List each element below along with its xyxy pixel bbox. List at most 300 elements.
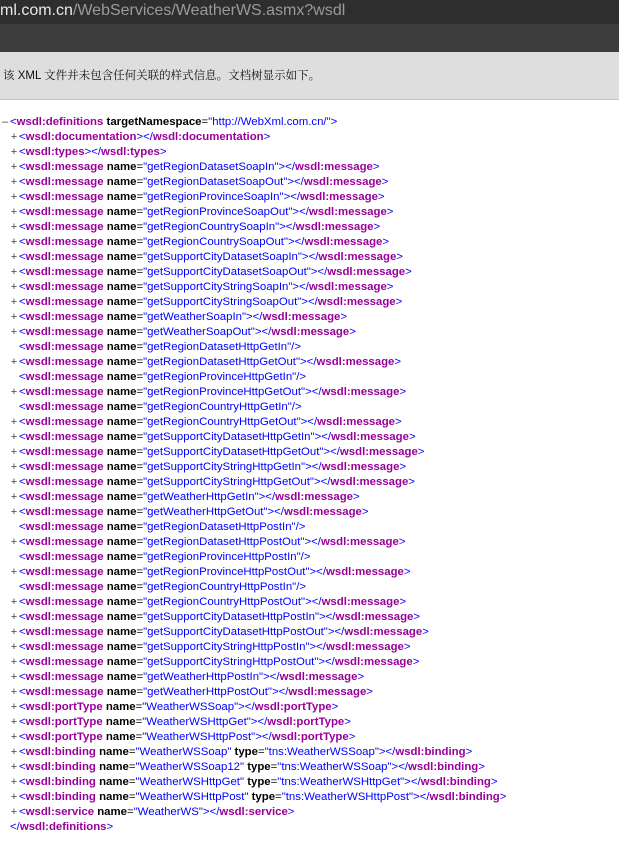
xml-document-tree [0,115,619,835]
tag-close-bracket: > [283,191,291,203]
expand-toggle-icon[interactable]: + [10,146,18,158]
xml-node-line [0,430,619,445]
attribute-value: "getRegionProvinceHttpPostOut" [143,566,310,578]
tag-close-bracket: > [258,491,266,503]
attribute-equals: = [136,431,144,443]
expand-toggle-icon[interactable]: + [10,716,18,728]
tag-close-bracket: > [255,731,262,743]
tag-name: wsdl:service [25,806,95,818]
attribute-value: "getSupportCityStringSoapIn" [143,281,293,293]
tag-name: wsdl:message [25,506,104,518]
tag-end-open: </ [299,206,309,218]
xml-node-line [0,130,619,145]
tag-name: wsdl:portType [267,716,345,728]
tag-end-open: </ [311,386,322,398]
expand-toggle-icon[interactable]: + [10,176,18,188]
tag-end-open: </ [290,191,301,203]
expand-toggle-icon[interactable]: + [10,416,18,428]
expand-toggle-icon[interactable]: + [10,326,18,338]
xml-node-line [0,295,619,310]
xml-node-line [0,205,619,220]
attribute-name: name [97,806,127,818]
tag-close-bracket: > [403,566,411,578]
attribute-name: type [247,761,271,773]
expand-toggle-icon[interactable]: + [10,536,18,548]
tag-close-bracket: > [330,116,338,128]
xml-node-line [0,595,619,610]
attribute-name: name [106,521,137,533]
xml-node-line [0,805,619,820]
tag-open-bracket: < [19,371,26,383]
attribute-value: "getSupportCityDatasetSoapIn" [143,251,302,263]
tag-name: wsdl:message [25,236,104,248]
expand-toggle-icon[interactable]: + [10,191,18,203]
xml-node-line [0,745,619,760]
tag-open-bracket: < [19,416,26,428]
tag-close-bracket: > [278,161,286,173]
tag-name: wsdl:message [25,686,104,698]
xml-node-line [0,235,619,250]
tag-name: wsdl:message [25,416,104,428]
attribute-value: "WeatherWSSoap" [135,746,232,758]
address-host: ml.com.cn [0,2,73,19]
attribute-name: name [106,551,137,563]
attribute-name: name [106,641,137,653]
expand-toggle-icon[interactable]: + [10,761,18,773]
tag-close-bracket: > [465,746,473,758]
attribute-name: name [106,221,137,233]
tag-close-bracket: > [399,386,407,398]
tag-name: wsdl:message [327,266,406,278]
tag-close-bracket: > [348,731,356,743]
tag-close-bracket: > [412,656,420,668]
tag-close-bracket: > [417,446,425,458]
xml-node-line [0,580,619,595]
attribute-name: name [106,656,137,668]
tag-end-open: </ [299,281,309,293]
xml-info-message: 该 XML 文件并未包含任何关联的样式信息。文档树显示如下。 [3,70,321,82]
tag-end-open: </ [311,596,322,608]
tag-self-close: /> [300,551,311,563]
tag-end-open: </ [330,446,340,458]
xml-node-line [0,505,619,520]
tag-end-open: </ [261,731,272,743]
attribute-equals: = [135,731,143,743]
attribute-value: "getRegionCountrySoapIn" [143,221,280,233]
attribute-name: name [105,701,136,713]
attribute-value: "getSupportCityDatasetHttpGetIn" [143,431,315,443]
expand-toggle-icon[interactable]: + [10,206,18,218]
tag-name: wsdl:binding [25,791,96,803]
attribute-name: name [106,431,137,443]
attribute-value: "getWeatherSoapIn" [143,311,246,323]
tag-end-open: </ [316,641,326,653]
tag-open-bracket: < [19,221,26,233]
tag-open-bracket: < [19,446,26,458]
attribute-value: "getSupportCityStringHttpPostOut" [143,656,319,668]
attribute-name: name [106,236,137,248]
tag-name: wsdl:message [25,521,104,533]
attribute-name: name [106,461,137,473]
toggle-placeholder [9,580,19,595]
tag-end-open: </ [285,221,296,233]
expand-toggle-icon[interactable]: + [10,161,18,173]
tag-name: wsdl:message [295,161,373,173]
expand-toggle-icon[interactable]: + [10,656,18,668]
expand-toggle-icon[interactable]: + [10,281,18,293]
toggle-placeholder [9,520,19,535]
tag-close-bracket: > [301,251,309,263]
tag-close-bracket: > [246,311,253,323]
expand-toggle-icon[interactable]: + [10,446,18,458]
tag-open-bracket: < [19,581,26,593]
tag-close-bracket: > [310,266,318,278]
tag-close-bracket: > [408,431,416,443]
tag-close-bracket: > [386,206,394,218]
tag-open-bracket: < [19,341,26,353]
tag-name: wsdl:message [304,236,383,248]
attribute-value: "tns:WeatherWSSoap" [264,746,379,758]
expand-toggle-icon[interactable]: + [10,641,18,653]
tag-open-bracket: < [19,671,26,683]
tag-name: wsdl:message [288,686,367,698]
xml-node-line [0,310,619,325]
tag-name: wsdl:message [25,266,104,278]
attribute-name: name [106,371,137,383]
attribute-value: "tns:WeatherWSSoap" [277,761,392,773]
address-bar[interactable] [0,0,619,24]
tag-name: wsdl:portType [254,701,332,713]
attribute-name: name [106,386,137,398]
attribute-equals: = [136,416,144,428]
attribute-name: targetNamespace [106,116,202,128]
tag-open-bracket: < [19,716,26,728]
attribute-equals: = [275,791,282,803]
attribute-name: name [106,341,137,353]
tag-end-open: </ [285,161,295,173]
attribute-name: name [106,401,137,413]
attribute-value: "getSupportCityStringHttpGetIn" [143,461,306,473]
attribute-equals: = [136,686,144,698]
tag-close-bracket: > [413,791,420,803]
attribute-name: name [99,746,129,758]
tag-close-bracket: > [353,491,360,503]
tag-end-open: </ [252,311,263,323]
tag-close-bracket: > [305,461,312,473]
attribute-equals: = [136,626,144,638]
tag-name: wsdl:definitions [16,116,104,128]
attribute-name: name [106,596,137,608]
tag-end-open: </ [294,176,304,188]
expand-toggle-icon[interactable]: + [10,626,18,638]
tag-end-open: </ [306,356,317,368]
expand-toggle-icon[interactable]: + [10,671,18,683]
tag-name: wsdl:message [25,281,104,293]
attribute-value: "getSupportCityStringHttpGetOut" [143,476,314,488]
tag-open-bracket: < [19,806,26,818]
attribute-name: name [99,761,129,773]
attribute-value: "tns:WeatherWSHttpPost" [281,791,414,803]
attribute-value: "WeatherWSHttpPost" [135,791,249,803]
expand-toggle-icon[interactable]: + [10,221,18,233]
tag-name: wsdl:message [321,596,400,608]
tag-open-bracket: < [19,596,26,608]
tag-end-open: </ [244,701,255,713]
tag-close-bracket: > [305,596,312,608]
attribute-value: "getRegionProvinceSoapIn" [143,191,284,203]
expand-toggle-icon[interactable]: + [10,131,18,143]
tag-close-bracket: > [313,476,321,488]
attribute-value: "getRegionCountryHttpPostIn" [143,581,297,593]
tag-name: wsdl:types [25,146,85,158]
tag-close-bracket: > [396,251,403,263]
attribute-name: type [247,776,271,788]
tag-end-open: </ [91,146,102,158]
tag-name: wsdl:portType [271,731,349,743]
tag-name: wsdl:message [25,386,104,398]
tag-name: wsdl:message [320,536,399,548]
tag-name: wsdl:message [326,566,404,578]
tag-name: wsdl:binding [25,746,96,758]
xml-node-line [0,760,619,775]
tag-name: wsdl:documentation [25,131,137,143]
attribute-equals: = [136,521,144,533]
expand-toggle-icon[interactable]: + [10,356,18,368]
toggle-placeholder [9,370,19,385]
tag-end-open: </ [320,476,331,488]
attribute-equals: = [136,221,144,233]
xml-node-line [0,175,619,190]
attribute-name: name [106,686,137,698]
attribute-name: name [106,296,137,308]
tag-name: wsdl:binding [25,776,96,788]
tag-name: wsdl:message [25,626,104,638]
attribute-equals: = [136,191,144,203]
attribute-value: "getRegionDatasetHttpGetOut" [143,356,301,368]
attribute-equals: = [136,476,144,488]
tag-close-bracket: > [318,656,326,668]
tag-name: wsdl:message [25,461,104,473]
tag-close-bracket: > [391,761,399,773]
tag-name: wsdl:message [25,656,104,668]
tag-close-bracket: > [478,761,485,773]
attribute-value: "getRegionCountrySoapOut" [143,236,288,248]
xml-node-line [0,685,619,700]
tag-open-bracket: < [19,266,26,278]
tag-close-bracket: > [344,716,351,728]
tag-name: wsdl:definitions [19,821,107,833]
tag-close-bracket: > [349,326,356,338]
xml-node-line [0,535,619,550]
expand-toggle-icon[interactable]: + [10,701,18,713]
attribute-equals: = [128,746,136,758]
tag-end-open: </ [311,536,321,548]
tag-name: wsdl:message [300,191,378,203]
expand-toggle-icon[interactable]: + [10,776,18,788]
tag-open-bracket: < [19,176,26,188]
tag-name: wsdl:message [25,596,104,608]
attribute-value: "getRegionCountryHttpPostOut" [143,596,306,608]
tag-close-bracket: > [422,626,429,638]
tag-name: wsdl:message [334,656,413,668]
tag-close-bracket: > [372,161,380,173]
expand-toggle-icon[interactable]: + [10,791,18,803]
tag-close-bracket: > [292,281,300,293]
tag-name: wsdl:service [219,806,288,818]
tag-close-bracket: > [399,596,407,608]
tag-open-bracket: < [19,281,26,293]
attribute-value: "getSupportCityStringHttpPostIn" [143,641,310,653]
tag-name: wsdl:message [317,296,396,308]
tag-open-bracket: < [19,161,26,173]
tag-open-bracket: < [19,206,26,218]
tag-name: wsdl:message [25,371,104,383]
expand-toggle-icon[interactable]: + [10,251,18,263]
tag-close-bracket: > [331,701,339,713]
tag-open-bracket: < [19,566,26,578]
tag-close-bracket: > [263,671,270,683]
tag-name: wsdl:message [25,356,104,368]
attribute-equals: = [136,596,144,608]
tag-open-bracket: < [19,731,26,743]
tag-close-bracket: > [404,776,411,788]
tag-open-bracket: < [19,491,26,503]
tag-name: wsdl:message [25,206,104,218]
tag-close-bracket: > [287,806,295,818]
expand-toggle-icon[interactable]: + [10,731,18,743]
tag-close-bracket: > [405,266,412,278]
tag-close-bracket: > [136,131,144,143]
xml-node-line [0,700,619,715]
tag-end-open: </ [398,761,409,773]
attribute-name: type [251,791,276,803]
expand-toggle-icon[interactable]: + [10,266,18,278]
tag-name: wsdl:message [335,611,414,623]
xml-node-line [0,475,619,490]
expand-toggle-icon[interactable]: + [10,746,18,758]
expand-toggle-icon[interactable]: + [10,296,18,308]
expand-toggle-icon[interactable]: + [10,566,18,578]
tag-open-bracket: < [19,686,26,698]
expand-toggle-icon[interactable]: + [10,236,18,248]
attribute-name: name [106,506,137,518]
expand-toggle-icon[interactable]: + [10,506,18,518]
expand-toggle-icon[interactable]: + [10,311,18,323]
attribute-name: name [106,206,137,218]
attribute-name: name [106,356,137,368]
expand-toggle-icon[interactable]: + [10,806,18,818]
attribute-value: "getWeatherHttpPostIn" [143,671,264,683]
attribute-equals: = [136,506,144,518]
tag-close-bracket: > [84,146,92,158]
tag-name: wsdl:message [25,581,104,593]
tag-name: wsdl:message [317,416,395,428]
tag-name: wsdl:message [25,536,104,548]
tag-open-bracket: < [19,401,26,413]
toggle-placeholder [9,400,19,415]
toggle-placeholder [9,340,19,355]
attribute-name: name [106,326,137,338]
expand-toggle-icon[interactable]: + [10,611,18,623]
tag-end-open: </ [321,431,332,443]
tag-close-bracket: > [267,506,275,518]
attribute-equals: = [136,656,144,668]
attribute-name: name [106,671,137,683]
attribute-value: "getRegionProvinceHttpGetIn" [143,371,297,383]
tag-close-bracket: > [159,146,167,158]
tag-open-bracket: < [10,116,17,128]
tag-close-bracket: > [327,626,335,638]
attribute-equals: = [136,491,144,503]
tag-open-bracket: < [19,626,26,638]
attribute-equals: = [136,296,144,308]
tag-open-bracket: < [19,191,26,203]
attribute-equals: = [136,671,144,683]
tag-name: wsdl:message [25,221,104,233]
attribute-equals: = [128,761,136,773]
tag-close-bracket: > [378,746,386,758]
expand-toggle-icon[interactable]: + [10,476,18,488]
tag-name: wsdl:message [25,431,104,443]
tag-open-bracket: < [19,521,26,533]
attribute-equals: = [136,341,144,353]
collapse-toggle-icon[interactable]: – [1,116,9,128]
tag-close-bracket: > [202,806,210,818]
tag-close-bracket: > [314,431,322,443]
tag-end-open: </ [257,716,268,728]
expand-toggle-icon[interactable]: + [10,686,18,698]
attribute-value: "getWeatherHttpGetOut" [143,506,268,518]
expand-toggle-icon[interactable]: + [10,386,18,398]
tag-close-bracket: > [366,686,373,698]
expand-toggle-icon[interactable]: + [10,596,18,608]
tag-close-bracket: > [413,611,421,623]
tag-close-bracket: > [395,416,402,428]
tag-open-bracket: < [19,461,26,473]
tag-name: wsdl:message [25,176,104,188]
attribute-value: "WeatherWSSoap12" [135,761,245,773]
tag-end-open: </ [410,776,421,788]
expand-toggle-icon[interactable]: + [10,461,18,473]
tag-name: wsdl:message [25,161,104,173]
attribute-equals: = [136,566,144,578]
attribute-value: "WeatherWS" [133,806,203,818]
attribute-value: "getSupportCityDatasetSoapOut" [143,266,311,278]
tag-close-bracket: > [386,281,394,293]
tag-name: wsdl:message [295,221,374,233]
attribute-value: "getSupportCityDatasetHttpGetOut" [143,446,324,458]
expand-toggle-icon[interactable]: + [10,491,18,503]
tag-name: wsdl:message [308,206,387,218]
attribute-name: name [106,626,137,638]
xml-node-line [0,400,619,415]
tag-name: wsdl:message [262,311,341,323]
xml-node-line [0,715,619,730]
attribute-equals: = [136,551,144,563]
attribute-equals: = [136,326,144,338]
attribute-name: name [106,161,137,173]
expand-toggle-icon[interactable]: + [10,431,18,443]
attribute-name: name [106,311,137,323]
tag-name: wsdl:message [25,401,104,413]
tag-name: wsdl:message [275,491,353,503]
tag-close-bracket: > [382,236,390,248]
tag-name: wsdl:binding [395,746,466,758]
tag-name: wsdl:message [321,386,400,398]
xml-node-line [0,565,619,580]
tag-close-bracket: > [301,296,308,308]
attribute-value: "getRegionDatasetHttpGetIn" [143,341,292,353]
